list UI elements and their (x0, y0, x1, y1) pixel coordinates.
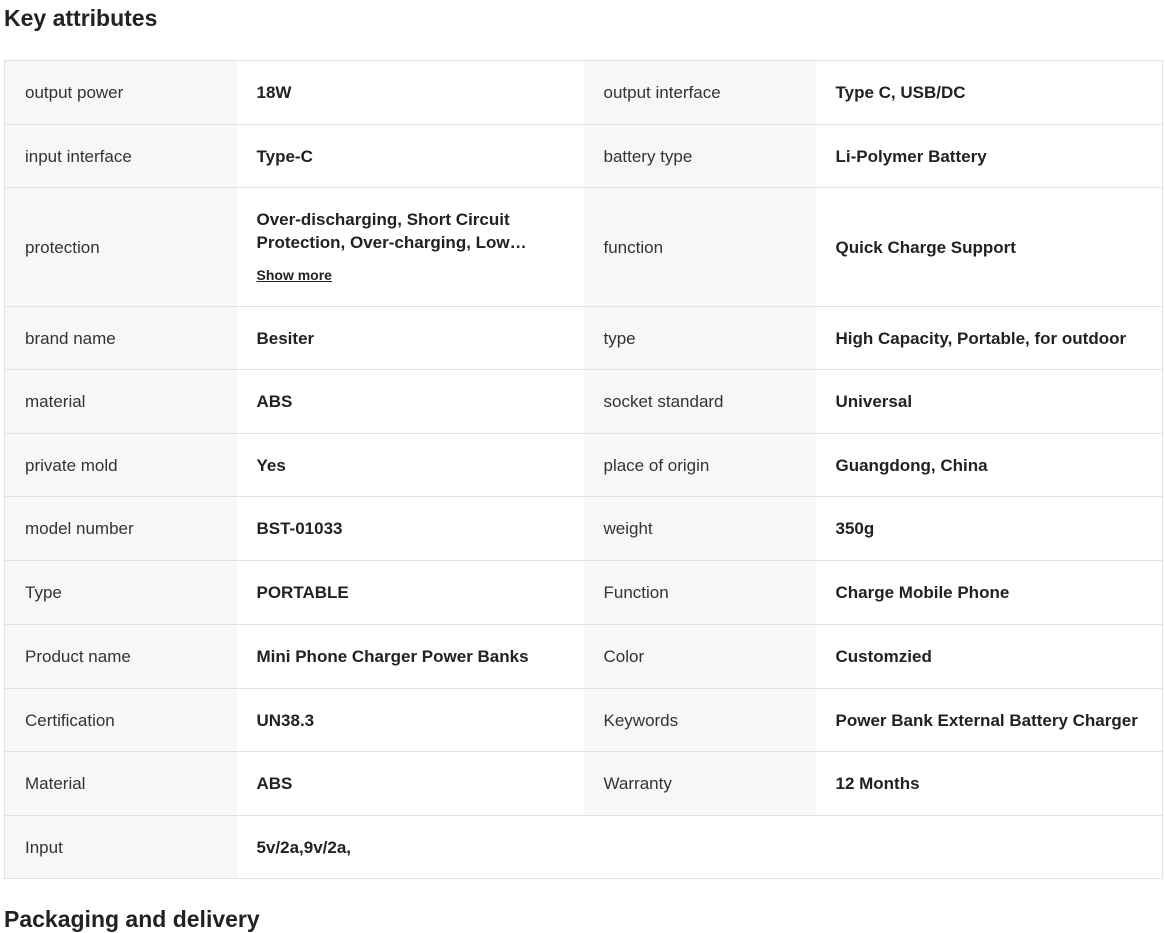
section-title: Key attributes (4, 5, 158, 31)
table-row (5, 816, 1163, 879)
attribute-value: Li-Polymer Battery (816, 125, 1163, 188)
attribute-value: ABS (237, 752, 584, 816)
attribute-value: 5v/2a,9v/2a, (237, 816, 584, 879)
attribute-value: Type-C (237, 125, 584, 188)
table-row (5, 752, 1163, 816)
attribute-value: 12 Months (816, 752, 1163, 816)
table-row (5, 434, 1163, 497)
attribute-value: Customzied (816, 625, 1163, 689)
attribute-label: output power (5, 61, 237, 125)
attribute-value: ABS (237, 370, 584, 434)
table-row (5, 188, 1163, 307)
table-row (5, 497, 1163, 561)
attribute-label: brand name (5, 307, 237, 370)
table-row (5, 689, 1163, 752)
attribute-value: PORTABLE (237, 561, 584, 625)
table-row (5, 61, 1163, 125)
show-more-link[interactable]: Show more (256, 266, 332, 283)
empty-cell (816, 816, 1163, 879)
attribute-value-protection (237, 188, 584, 307)
attribute-label: Color (584, 625, 816, 689)
attribute-label: Type (5, 561, 237, 625)
attribute-label: battery type (584, 125, 816, 188)
attribute-value: Charge Mobile Phone (816, 561, 1163, 625)
attribute-value: BST-01033 (237, 497, 584, 561)
attribute-value: Guangdong, China (816, 434, 1163, 497)
attribute-value: 18W (237, 61, 584, 125)
attribute-value: Mini Phone Charger Power Banks (237, 625, 584, 689)
table-row (5, 307, 1163, 370)
next-section-title: Packaging and delivery (4, 906, 260, 932)
attribute-label: Input (5, 816, 237, 879)
table-row (5, 370, 1163, 434)
attribute-value: Besiter (237, 307, 584, 370)
attribute-label: type (584, 307, 816, 370)
attribute-value: Yes (237, 434, 584, 497)
empty-cell (584, 816, 816, 879)
attribute-value: Power Bank External Battery Charger (816, 689, 1163, 752)
attribute-label: Function (584, 561, 816, 625)
table-row (5, 561, 1163, 625)
attribute-label: input interface (5, 125, 237, 188)
attribute-label: private mold (5, 434, 237, 497)
attribute-label: protection (5, 188, 237, 307)
attribute-label: Material (5, 752, 237, 816)
attribute-value: Quick Charge Support (816, 188, 1163, 307)
attribute-value: Type C, USB/DC (816, 61, 1163, 125)
attribute-label: material (5, 370, 237, 434)
key-attributes-table (4, 60, 1163, 879)
attribute-label: Keywords (584, 689, 816, 752)
attribute-label: output interface (584, 61, 816, 125)
attribute-label: model number (5, 497, 237, 561)
attribute-label: Warranty (584, 752, 816, 816)
attribute-label: socket standard (584, 370, 816, 434)
attribute-value: Universal (816, 370, 1163, 434)
attribute-label: Certification (5, 689, 237, 752)
attribute-value: 350g (816, 497, 1163, 561)
table-row (5, 625, 1163, 689)
protection-value-text: Over-discharging, Short Circuit Protection, Over-charging, Low… (256, 209, 527, 252)
attribute-label: function (584, 188, 816, 307)
attribute-value: UN38.3 (237, 689, 584, 752)
attribute-value: High Capacity, Portable, for outdoor (816, 307, 1163, 370)
attribute-label: weight (584, 497, 816, 561)
table-row (5, 125, 1163, 188)
attribute-label: Product name (5, 625, 237, 689)
attribute-label: place of origin (584, 434, 816, 497)
